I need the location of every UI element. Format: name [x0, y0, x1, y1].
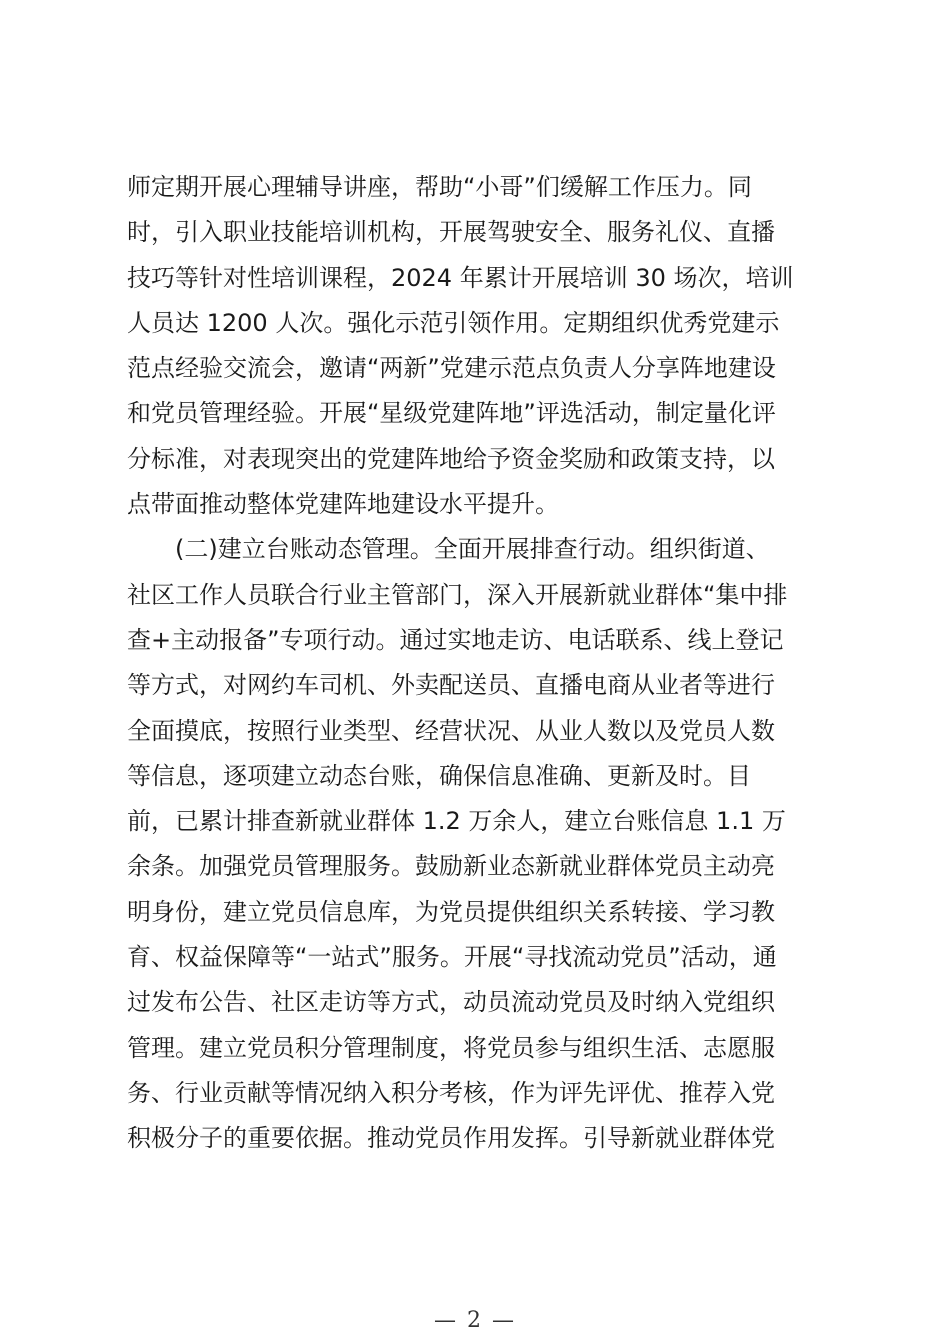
text-line: 范点经验交流会，邀请“两新”党建示范点负责人分享阵地建设 [127, 354, 776, 383]
page-number: — 2 — [434, 1308, 516, 1333]
text-line: 技巧等针对性培训课程，2024 年累计开展培训 30 场次，培训 [127, 263, 794, 292]
text-line: 过发布公告、社区走访等方式，动员流动党员及时纳入党组织 [127, 988, 775, 1017]
text-line: 管理。建立党员积分管理制度，将党员参与组织生活、志愿服 [127, 1033, 775, 1062]
text-line: 和党员管理经验。开展“星级党建阵地”评选活动，制定量化评 [127, 399, 776, 428]
text-line: 时，引入职业技能培训机构，开展驾驶安全、服务礼仪、直播 [127, 218, 775, 247]
text-line: 明身份，建立党员信息库，为党员提供组织关系转接、学习教 [127, 897, 775, 926]
text-line: 前，已累计排查新就业群体 1.2 万余人，建立台账信息 1.1 万 [127, 807, 786, 836]
body-text [127, 165, 827, 1162]
text-line: 分标准，对表现突出的党建阵地给予资金奖励和政策支持，以 [127, 444, 775, 473]
text-line: 点带面推动整体党建阵地建设水平提升。 [127, 490, 559, 519]
text-line: 余条。加强党员管理服务。鼓励新业态新就业群体党员主动亮 [127, 852, 775, 881]
text-line: 等信息，逐项建立动态台账，确保信息准确、更新及时。目 [127, 761, 751, 790]
text-line: 全面摸底，按照行业类型、经营状况、从业人数以及党员人数 [127, 716, 775, 745]
text-line: 人员达 1200 人次。强化示范引领作用。定期组织优秀党建示 [127, 308, 780, 337]
text-line: 社区工作人员联合行业主管部门，深入开展新就业群体“集中排 [127, 580, 788, 609]
text-line: 等方式，对网约车司机、外卖配送员、直播电商从业者等进行 [127, 671, 775, 700]
text-line: 务、行业贡献等情况纳入积分考核，作为评先评优、推荐入党 [127, 1078, 775, 1107]
text-line: 查+主动报备”专项行动。通过实地走访、电话联系、线上登记 [127, 625, 784, 654]
text-line: 师定期开展心理辅导讲座，帮助“小哥”们缓解工作压力。同 [127, 173, 752, 201]
text-line: 积极分子的重要依据。推动党员作用发挥。引导新就业群体党 [127, 1124, 775, 1153]
section-heading-line: (二)建立台账动态管理。全面开展排查行动。组织街道、 [127, 535, 770, 564]
text-line: 育、权益保障等“一站式”服务。开展“寻找流动党员”活动，通 [127, 943, 777, 972]
